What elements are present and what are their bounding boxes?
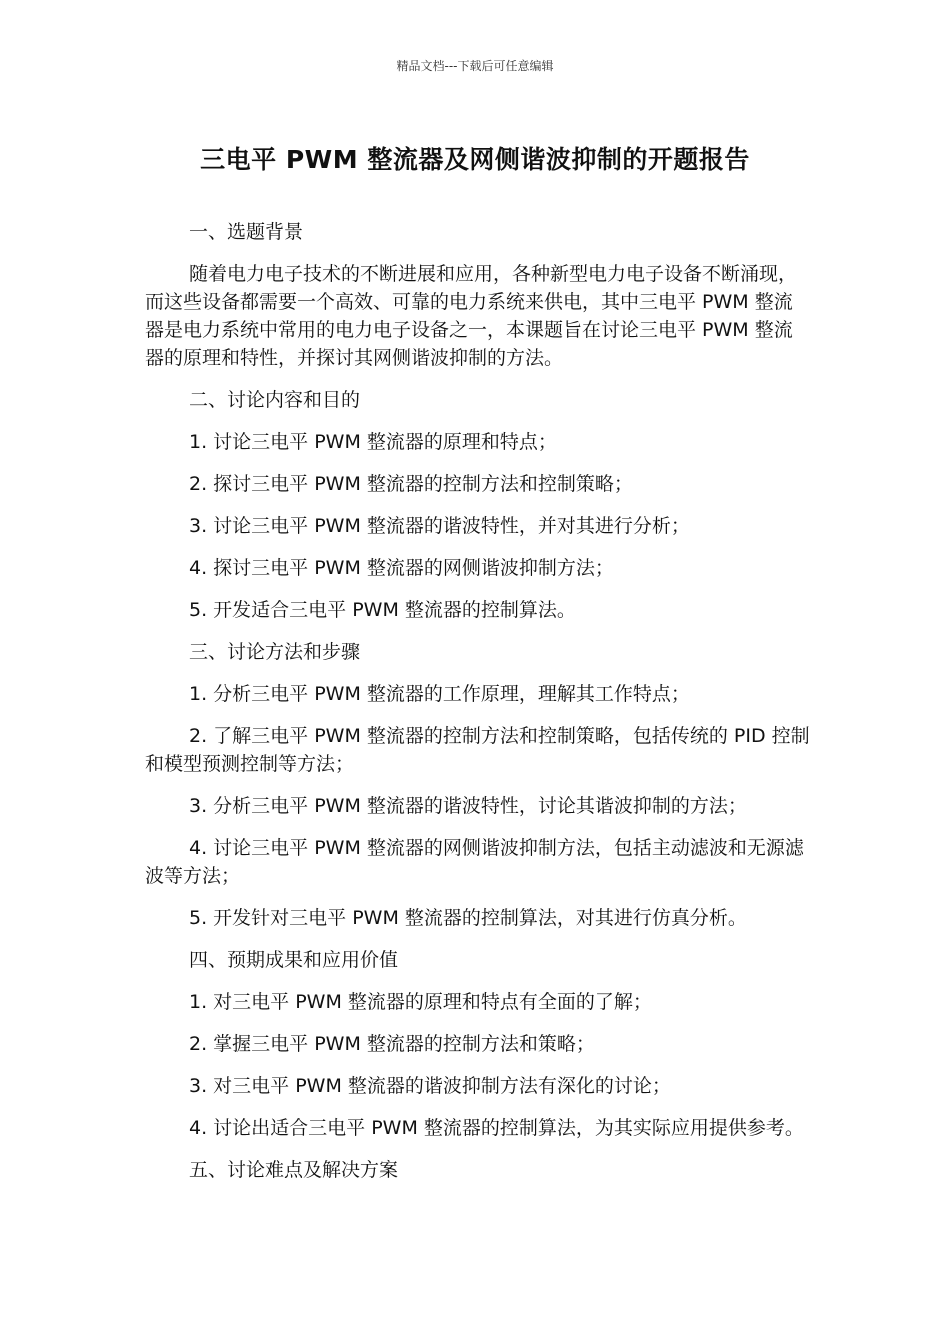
list-item: 3. 分析三电平 PWM 整流器的谐波特性，讨论其谐波抑制的方法；	[189, 795, 747, 817]
list-item: 4. 讨论出适合三电平 PWM 整流器的控制算法，为其实际应用提供参考。	[189, 1117, 804, 1139]
document-body	[145, 218, 810, 1198]
section-heading-3: 三、讨论方法和步骤	[189, 641, 361, 663]
list-item: 4. 探讨三电平 PWM 整流器的网侧谐波抑制方法；	[189, 557, 614, 579]
list-item: 2. 了解三电平 PWM 整流器的控制方法和控制策略，包括传统的 PID 控制和模型预测控制等方法；	[145, 725, 810, 775]
list-item: 2. 探讨三电平 PWM 整流器的控制方法和控制策略；	[189, 473, 633, 495]
list-item: 2. 掌握三电平 PWM 整流器的控制方法和策略；	[189, 1033, 595, 1055]
list-item: 5. 开发针对三电平 PWM 整流器的控制算法，对其进行仿真分析。	[189, 907, 747, 929]
list-item: 1. 对三电平 PWM 整流器的原理和特点有全面的了解；	[189, 991, 652, 1013]
section-heading-5: 五、讨论难点及解决方案	[189, 1159, 399, 1181]
document-title: 三电平 PWM 整流器及网侧谐波抑制的开题报告	[200, 145, 750, 174]
list-item: 3. 对三电平 PWM 整流器的谐波抑制方法有深化的讨论；	[189, 1075, 671, 1097]
list-item: 5. 开发适合三电平 PWM 整流器的控制算法。	[189, 599, 576, 621]
list-item: 1. 分析三电平 PWM 整流器的工作原理，理解其工作特点；	[189, 683, 690, 705]
list-item: 3. 讨论三电平 PWM 整流器的谐波特性，并对其进行分析；	[189, 515, 690, 537]
section-heading-4: 四、预期成果和应用价值	[189, 949, 399, 971]
section-body-1: 随着电力电子技术的不断进展和应用，各种新型电力电子设备不断涌现，而这些设备都需要一个高效、可靠的电力系统来供电，其中三电平 PWM 整流器是电力系统中常用的电力电子设备之一，本课题旨在讨论三电平 PWM 整流器的原理和特性，并探讨其网侧谐波抑制的方法。	[145, 263, 798, 369]
list-item: 4. 讨论三电平 PWM 整流器的网侧谐波抑制方法，包括主动滤波和无源滤波等方法；	[145, 837, 804, 887]
section-heading-2: 二、讨论内容和目的	[189, 389, 361, 411]
header-note: 精品文档---下载后可任意编辑	[396, 59, 554, 73]
section-heading-1: 一、选题背景	[189, 221, 304, 243]
list-item: 1. 讨论三电平 PWM 整流器的原理和特点；	[189, 431, 557, 453]
